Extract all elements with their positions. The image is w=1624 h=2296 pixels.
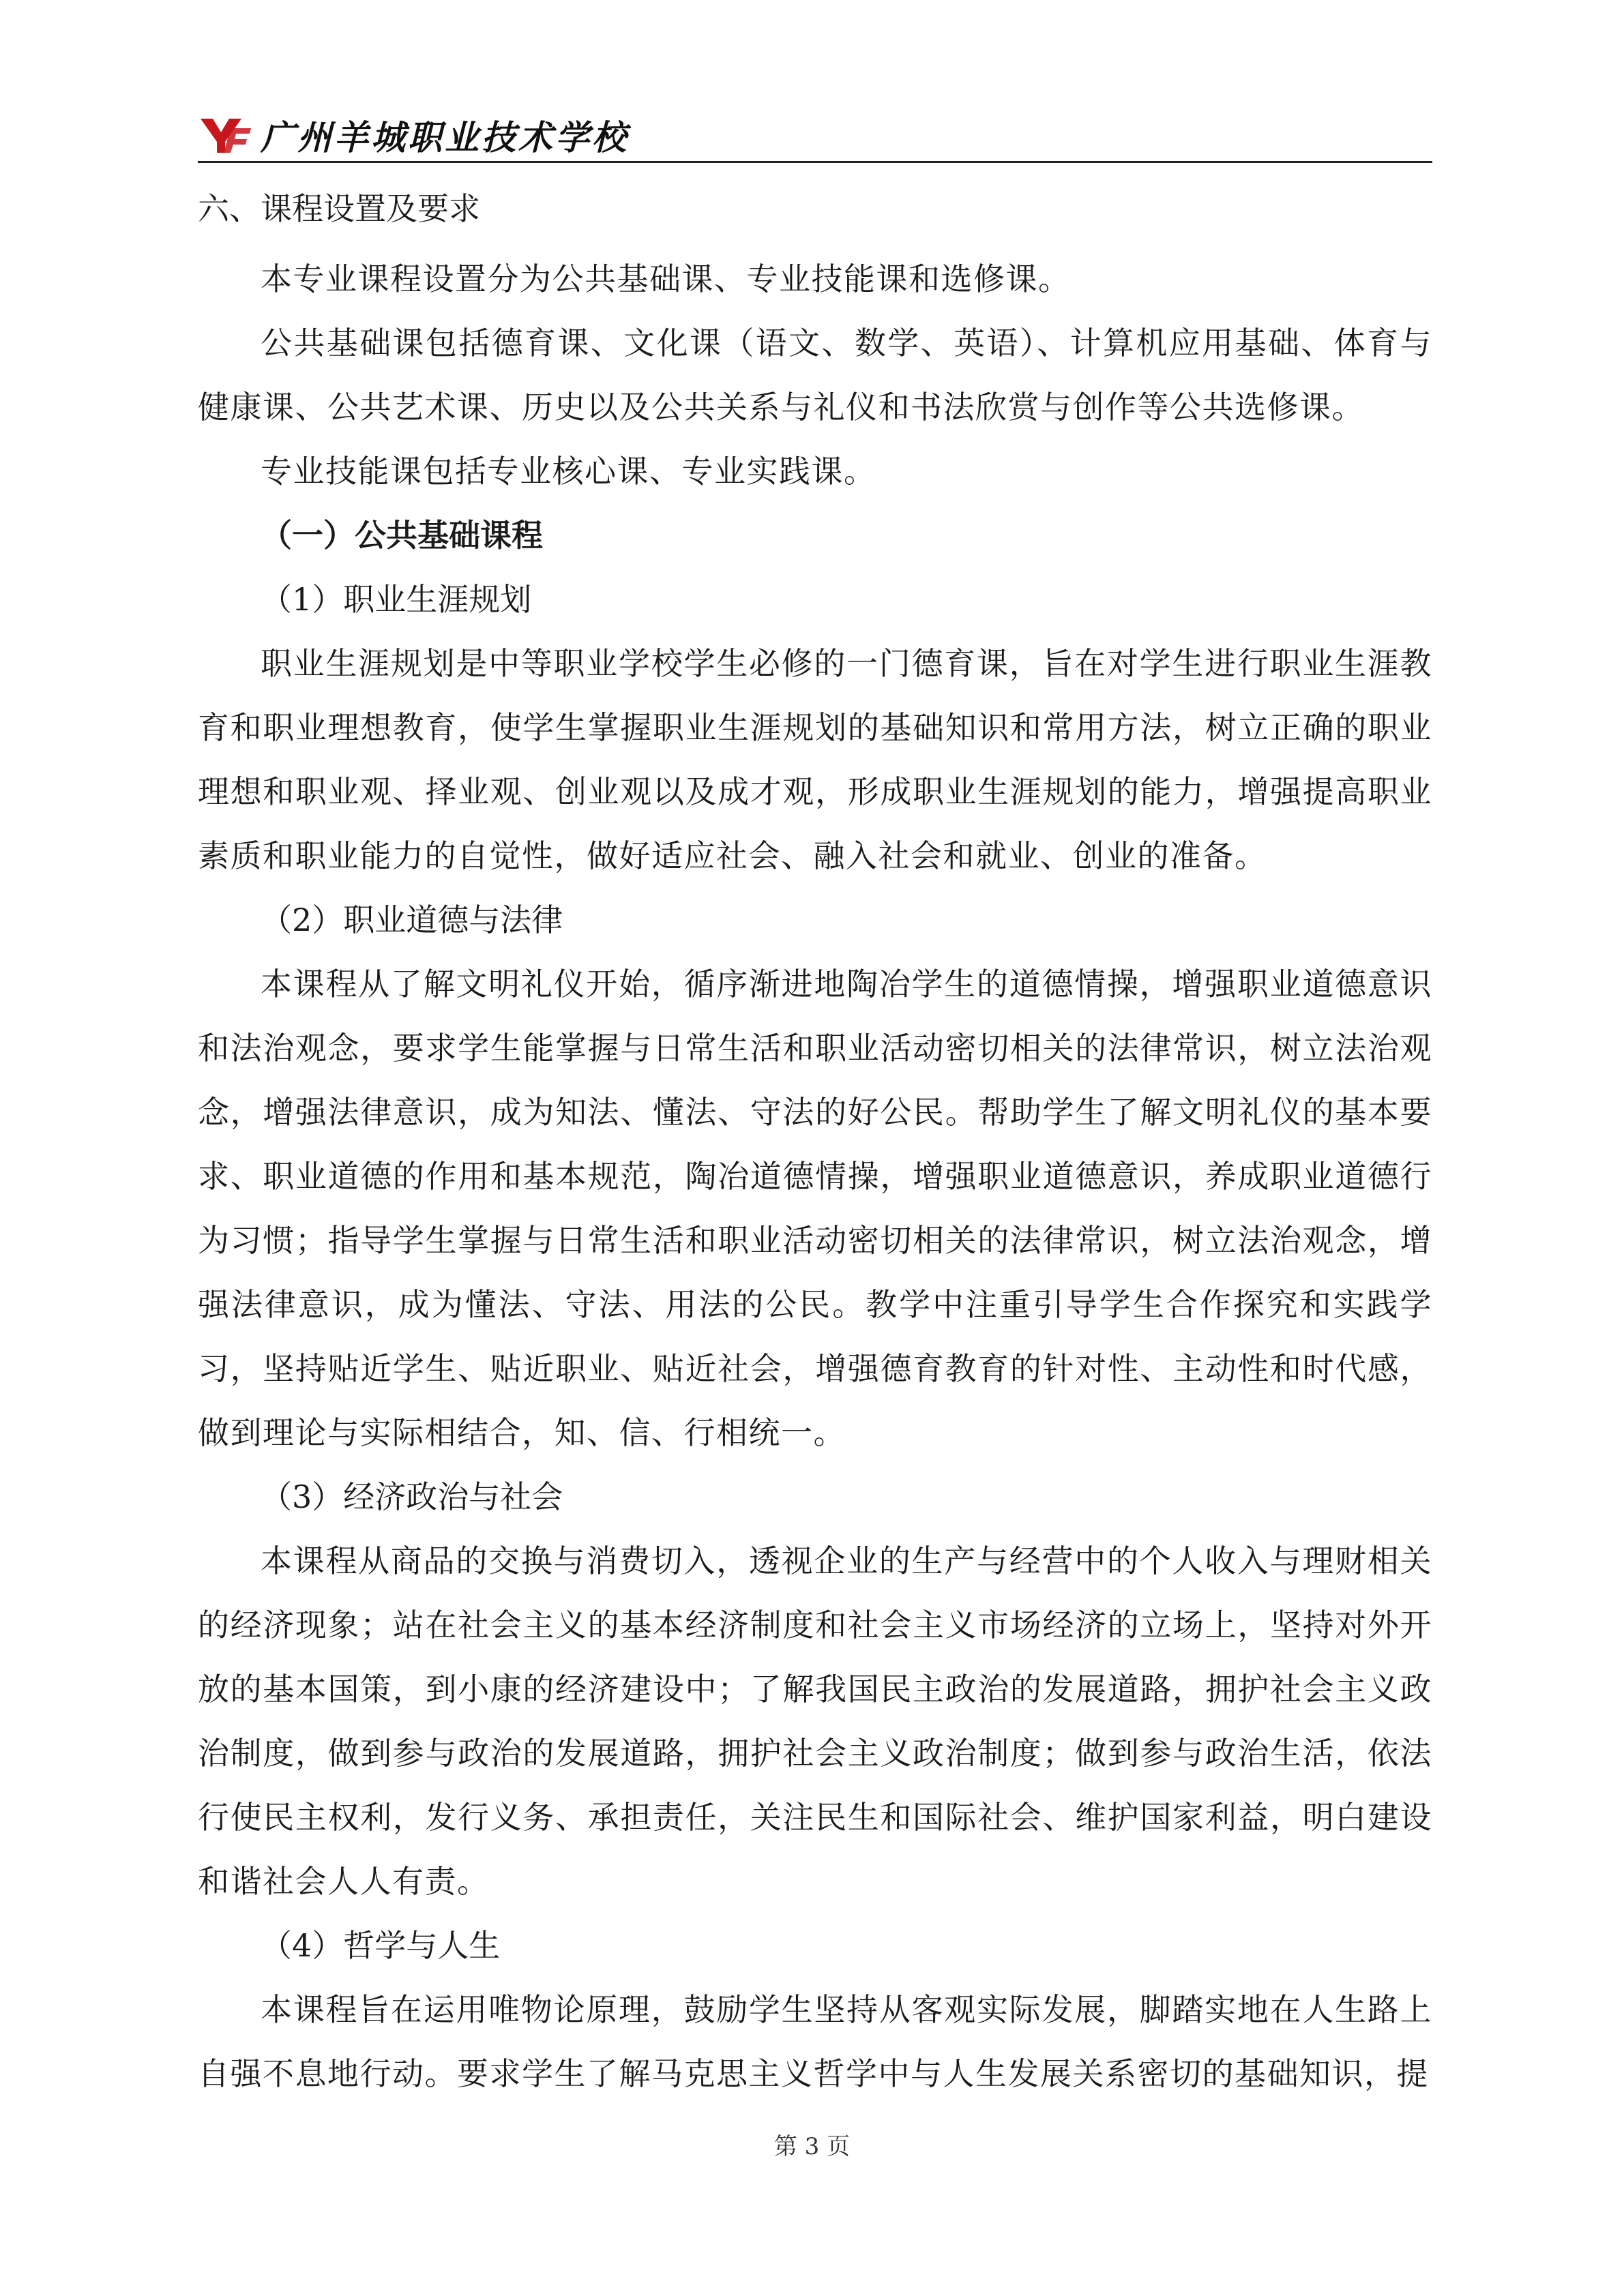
course-heading: （1）职业生涯规划 bbox=[261, 581, 532, 618]
school-name: 广州羊城职业技术学校 bbox=[261, 118, 629, 158]
course-heading: （2）职业道德与法律 bbox=[261, 901, 563, 938]
course-description: 本课程旨在运用唯物论原理，鼓励学生坚持从客观实际发展，脚踏实地在人生路上自强不息地行动。要求学生了解马克思主义哲学中与人生发展关系密切的基础知识，提 bbox=[198, 1991, 1432, 2092]
course-heading: （4）哲学与人生 bbox=[261, 1927, 501, 1964]
subsection-title: （一）公共基础课程 bbox=[261, 517, 543, 554]
page-header bbox=[198, 109, 1432, 161]
page-number: 第 3 页 bbox=[773, 2133, 851, 2160]
school-logo-icon bbox=[198, 115, 252, 155]
course-heading: （3）经济政治与社会 bbox=[261, 1478, 563, 1515]
course-description: 本课程从商品的交换与消费切入，透视企业的生产与经营中的个人收入与理财相关的经济现象；站在社会主义的基本经济制度和社会主义市场经济的立场上，坚持对外开放的基本国策，到小康的经济建设中；了解我国民主政治的发展道路，拥护社会主义政治制度，做到参与政治的发展道路，拥护社会主义政治制度；做到参与政治生活，依法行使民主权利，发行义务、承担责任，关注民生和国际社会、维护国家利益，明白建设和谐社会人人有责。 bbox=[198, 1542, 1432, 1900]
intro-paragraph: 本专业课程设置分为公共基础课、专业技能课和选修课。 bbox=[261, 260, 1071, 297]
intro-paragraph: 公共基础课包括德育课、文化课（语文、数学、英语）、计算机应用基础、体育与健康课、公共艺术课、历史以及公共关系与礼仪和书法欣赏与创作等公共选修课。 bbox=[198, 325, 1432, 426]
intro-paragraph: 专业技能课包括专业核心课、专业实践课。 bbox=[261, 453, 876, 490]
section-title: 六、课程设置及要求 bbox=[198, 190, 480, 227]
header-divider bbox=[198, 161, 1432, 163]
course-description: 本课程从了解文明礼仪开始，循序渐进地陶冶学生的道德情操，增强职业道德意识和法治观念，要求学生能掌握与日常生活和职业活动密切相关的法律常识，树立法治观念，增强法律意识，成为知法、懂法、守法的好公民。帮助学生了解文明礼仪的基本要求、职业道德的作用和基本规范，陶冶道德情操，增强职业道德意识，养成职业道德行为习惯；指导学生掌握与日常生活和职业活动密切相关的法律常识，树立法治观念，增强法律意识，成为懂法、守法、用法的公民。教学中注重引导学生合作探究和实践学习，坚持贴近学生、贴近职业、贴近社会，增强德育教育的针对性、主动性和时代感，做到理论与实际相结合，知、信、行相统一。 bbox=[198, 966, 1432, 1451]
course-description: 职业生涯规划是中等职业学校学生必修的一门德育课，旨在对学生进行职业生涯教育和职业理想教育，使学生掌握职业生涯规划的基础知识和常用方法，树立正确的职业理想和职业观、择业观、创业观以及成才观，形成职业生涯规划的能力，增强提高职业素质和职业能力的自觉性，做好适应社会、融入社会和就业、创业的准备。 bbox=[198, 645, 1432, 874]
document-body bbox=[198, 177, 1432, 2106]
